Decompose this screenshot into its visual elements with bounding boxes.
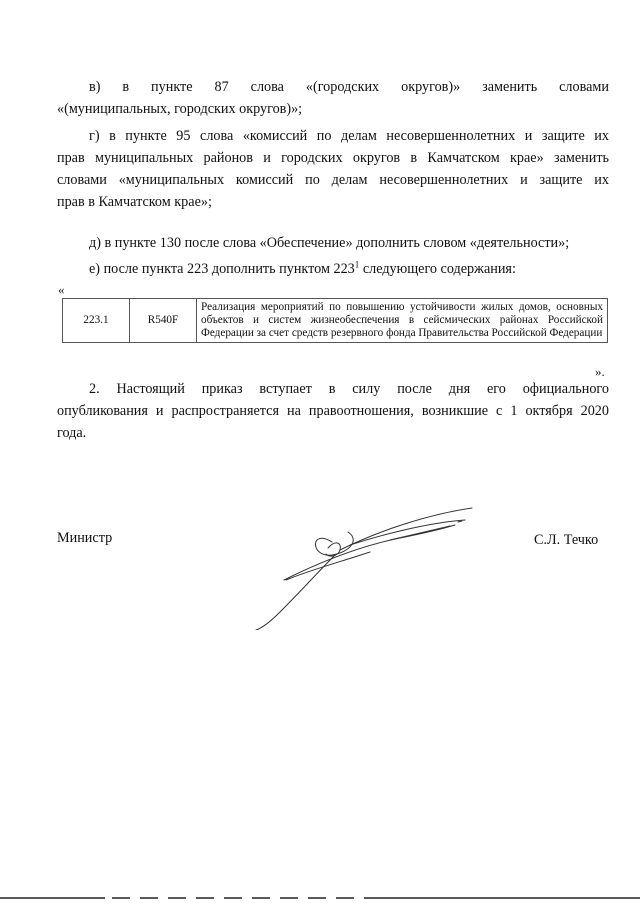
table-cell-number: 223.1 [63, 299, 130, 343]
paragraph-g-line-1: г) в пункте 95 слова «комиссий по делам несовершеннолетних и защите их [89, 128, 609, 144]
table-row [63, 299, 608, 343]
paragraph-e-prefix: е) после пункта 223 дополнить пунктом 223 [89, 261, 355, 277]
table-cell-description: Реализация мероприятий по повышению устойчивости жилых домов, основных объектов и систем жизнеобеспечения в сейсмических районах Российской Федерации за счет средств резервного фонда Правительства Российской Федерации [197, 299, 608, 343]
footer-dashed-rule [0, 896, 640, 900]
paragraph-d [57, 232, 609, 254]
paragraph-g-line-3: словами «муниципальных комиссий по делам несовершеннолетних и защите их [57, 172, 609, 188]
paragraph-e-line-1 [57, 258, 609, 280]
paragraph-g-line-4: прав в Камчатском крае»; [57, 194, 212, 210]
signatory-name: С.Л. Течко [534, 532, 599, 548]
paragraph-effective-line-2: опубликования и распространяется на правоотношения, возникшие с 1 октября 2020 [57, 403, 609, 419]
inserted-item-table [62, 298, 608, 343]
quote-open-mark: « [58, 282, 65, 297]
paragraph-v-line-1: в) в пункте 87 слова «(городских округов)» заменить словами [89, 79, 609, 95]
table-cell-code: R540F [130, 299, 197, 343]
paragraph-g-line-2: прав муниципальных районов и городских округов в Камчатском крае» заменить [57, 150, 609, 166]
paragraph-e-suffix: следующего содержания: [359, 261, 516, 277]
paragraph-e [57, 258, 609, 280]
paragraph-g [57, 125, 609, 213]
signatory-title: Министр [57, 530, 113, 546]
quote-close-mark: ». [595, 364, 605, 379]
paragraph-v [57, 76, 609, 120]
paragraph-d-line-1: д) в пункте 130 после слова «Обеспечение» дополнить словом «деятельности»; [89, 235, 570, 251]
paragraph-v-line-2: «(муниципальных, городских округов)»; [57, 101, 303, 117]
handwritten-signature [240, 500, 490, 630]
paragraph-effective-line-1: 2. Настоящий приказ вступает в силу после дня его официального [89, 381, 609, 397]
paragraph-effective-date [57, 378, 609, 444]
paragraph-e-superscript: 1 [354, 259, 360, 270]
paragraph-effective-line-3: года. [57, 425, 87, 441]
